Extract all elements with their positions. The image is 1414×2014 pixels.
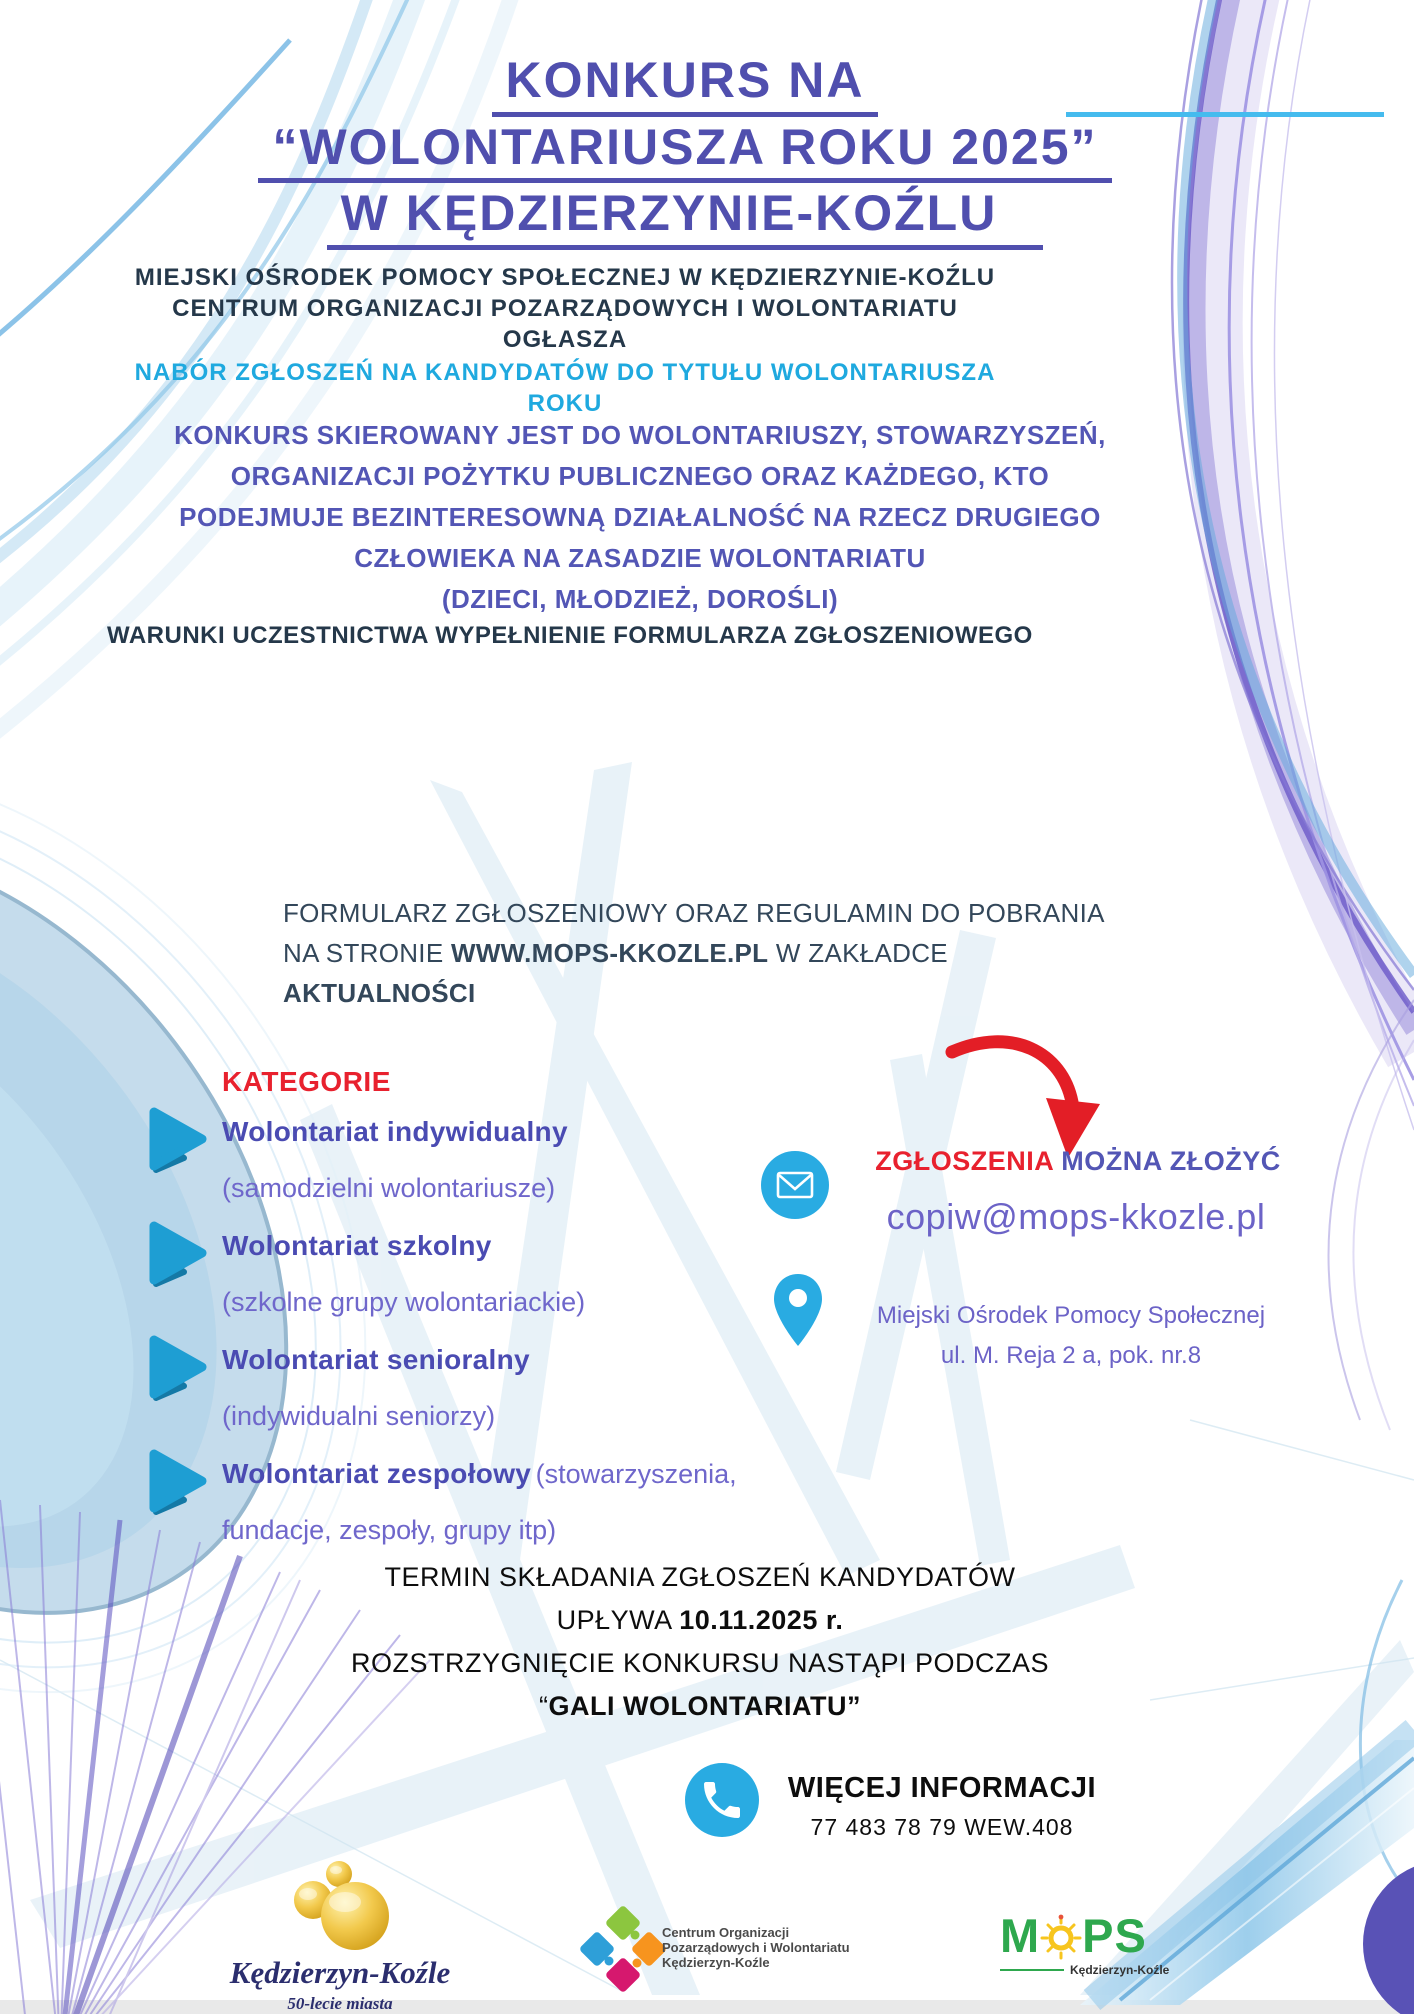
phone-icon (684, 1762, 760, 1838)
category-name: Wolontariat zespołowy (222, 1458, 532, 1489)
title-line-2: “WOLONTARIUSZA ROKU 2025” (258, 121, 1111, 184)
announcement-line-3: OGŁASZA (502, 326, 628, 353)
submission-heading-purple: MOŻNA ZŁOŻYĆ (1061, 1146, 1281, 1176)
category-item-team (146, 1446, 842, 1558)
curved-arrow-icon (952, 1042, 1100, 1158)
submission-address (840, 1296, 1302, 1376)
organizer-announcement (55, 262, 1075, 355)
mops-letters-ps: PS (1082, 1909, 1147, 1962)
city-logo-subtitle: 50-lecie miasta (287, 1994, 393, 2013)
copiw-line-2: Pozarządowych i Wolontariatu (662, 1940, 850, 1955)
deadline-block (300, 1556, 1100, 1728)
deadline-line-1: TERMIN SKŁADANIA ZGŁOSZEŃ KANDYDATÓW (384, 1562, 1016, 1592)
deadline-prefix: UPŁYWA (556, 1605, 680, 1635)
audience-paragraph (70, 415, 1210, 620)
category-desc: (stowarzyszenia, fundacje, zespoły, grupy itp) (222, 1459, 737, 1545)
mops-logo (1000, 1909, 1220, 1977)
submission-heading-red: ZGŁOSZENIA (875, 1146, 1054, 1176)
audience-line-5: (DZIECI, MŁODZIEŻ, DOROŚLI) (441, 584, 839, 614)
location-pin-icon (772, 1272, 824, 1350)
copiw-line-1: Centrum Organizacji (662, 1925, 790, 1940)
gala-quote-open: “ (539, 1691, 549, 1721)
call-for-entries (55, 357, 1075, 419)
gala-quote-close: ” (846, 1691, 861, 1721)
submission-heading (858, 1146, 1298, 1177)
announcement-line-1: MIEJSKI OŚRODEK POMOCY SPOŁECZNEJ W KĘDZIERZYNIE-KOŹLU (134, 264, 996, 291)
mops-wordmark (1000, 1909, 1220, 1962)
nabor-line-1: NABÓR ZGŁOSZEŃ NA KANDYDATÓW DO TYTUŁU WOLONTARIUSZA (134, 359, 996, 386)
categories-heading: KATEGORIE (222, 1066, 391, 1097)
category-desc: (samodzielni wolontariusze) (222, 1173, 556, 1203)
announcement-line-2: CENTRUM ORGANIZACJI POZARZĄDOWYCH I WOLONTARIATU (172, 295, 958, 322)
page-title (0, 54, 1370, 254)
nabor-line-2: ROKU (527, 390, 603, 417)
deadline-line-3: ROZSTRZYGNIĘCIE KONKURSU NASTĄPI PODCZAS (350, 1648, 1050, 1678)
download-line-3: AKTUALNOŚCI (283, 978, 476, 1008)
city-logo-bubbles-icon (275, 1858, 405, 1954)
deadline-date: 10.11.2025 r. (679, 1605, 844, 1635)
category-desc: (szkolne grupy wolontariackie) (222, 1287, 586, 1317)
copiw-logo (585, 1905, 850, 1998)
download-info (283, 893, 1163, 1013)
mops-letter-m: M (1000, 1909, 1041, 1962)
title-line-1: KONKURS NA (492, 54, 879, 117)
play-icon (146, 1448, 212, 1516)
participation-conditions: WARUNKI UCZESTNICTWA WYPEŁNIENIE FORMULARZA ZGŁOSZENIOWEGO (107, 622, 1033, 649)
play-icon (146, 1220, 212, 1288)
more-info-block (770, 1772, 1114, 1841)
copiw-logo-text (662, 1925, 942, 1970)
category-desc: (indywidualni seniorzy) (222, 1401, 496, 1431)
right-purple-band (1172, 0, 1414, 1900)
mops-subtitle: Kędzierzyn-Koźle (1070, 1963, 1170, 1977)
audience-line-1: KONKURS SKIEROWANY JEST DO WOLONTARIUSZY, STOWARZYSZEŃ, (174, 420, 1106, 450)
website-url: WWW.MOPS-KKOZLE.PL (451, 938, 769, 968)
mops-subtitle-row (1000, 1963, 1220, 1977)
play-icon (146, 1106, 212, 1174)
submission-email: copiw@mops-kkozle.pl (886, 1196, 1266, 1237)
address-line-1: Miejski Ośrodek Pomocy Społecznej (876, 1302, 1266, 1329)
gala-title: GALI WOLONTARIATU (548, 1691, 847, 1721)
audience-line-2: ORGANIZACJI POŻYTKU PUBLICZNEGO ORAZ KAŻDEGO, KTO (230, 461, 1050, 491)
city-logo-name: Kędzierzyn-Koźle (229, 1955, 451, 1990)
play-icon (146, 1334, 212, 1402)
more-info-phone: 77 483 78 79 WEW.408 (810, 1814, 1074, 1840)
deadline-line-2 (300, 1599, 1100, 1642)
copiw-puzzle-icon (585, 1905, 661, 1993)
address-line-2: ul. M. Reja 2 a, pok. nr.8 (940, 1342, 1202, 1369)
mops-sun-icon (1040, 1913, 1082, 1959)
download-line-2 (283, 933, 1163, 973)
download-line-1: FORMULARZ ZGŁOSZENIOWY ORAZ REGULAMIN DO POBRANIA (283, 898, 1105, 928)
mail-icon (760, 1150, 830, 1220)
city-logo (180, 1858, 500, 2014)
title-line-3: W KĘDZIERZYNIE-KOŹLU (327, 187, 1044, 250)
download-prefix: NA STRONIE (283, 938, 451, 968)
copiw-line-3: Kędzierzyn-Koźle (662, 1955, 770, 1970)
category-name: Wolontariat indywidualny (222, 1116, 568, 1147)
more-info-title: WIĘCEJ INFORMACJI (787, 1772, 1097, 1804)
purple-circle (1363, 1860, 1414, 2014)
download-suffix: W ZAKŁADCE (768, 938, 948, 968)
audience-line-4: CZŁOWIEKA NA ZASADZIE WOLONTARIATU (354, 543, 926, 573)
audience-line-3: PODEJMUJE BEZINTERESOWNĄ DZIAŁALNOŚĆ NA RZECZ DRUGIEGO (179, 502, 1101, 532)
mops-underline (1000, 1969, 1064, 1971)
deadline-line-4 (300, 1685, 1100, 1728)
category-name: Wolontariat senioralny (222, 1344, 530, 1375)
category-name: Wolontariat szkolny (222, 1230, 492, 1261)
